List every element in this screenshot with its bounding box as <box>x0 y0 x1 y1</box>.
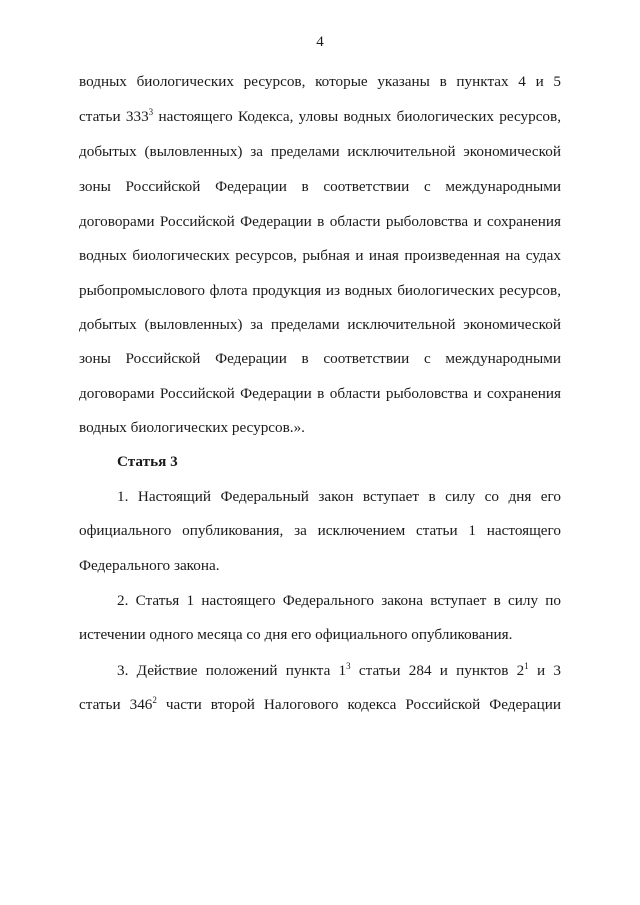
document-line: водных биологических ресурсов, рыбная и иная произведенная на судах <box>79 247 561 264</box>
document-line: рыбопромыслового флота продукция из водных биологических ресурсов, <box>79 282 561 299</box>
document-line: договорами Российской Федерации в области рыболовства и сохранения <box>79 213 561 230</box>
document-line: истечении одного месяца со дня его официального опубликования. <box>79 626 513 643</box>
document-line: водных биологических ресурсов.». <box>79 419 305 436</box>
document-line: статьи $333^3$ настоящего Кодекса, уловы водных биологических ресурсов, <box>79 107 561 125</box>
document-line: добытых (выловленных) за пределами исключительной экономической <box>79 316 561 333</box>
document-line: 1. Настоящий Федеральный закон вступает в силу со дня его <box>117 488 561 505</box>
document-line: зоны Российской Федерации в соответствии с международными <box>79 178 561 195</box>
document-line: добытых (выловленных) за пределами исключительной экономической <box>79 143 561 160</box>
document-line: зоны Российской Федерации в соответствии с международными <box>79 350 561 367</box>
document-line: официального опубликования, за исключением статьи 1 настоящего <box>79 522 561 539</box>
document-line: статьи $346^2$ части второй Налогового кодекса Российской Федерации <box>79 695 561 713</box>
page-number: 4 <box>316 34 324 50</box>
superscript: 1 <box>524 661 529 671</box>
document-line: водных биологических ресурсов, которые указаны в пунктах 4 и 5 <box>79 73 561 90</box>
document-line: 3. Действие положений пункта $1^3$ статьи 284 и пунктов $2^1$ и 3 <box>117 661 561 679</box>
document-line: 2. Статья 1 настоящего Федерального закона вступает в силу по <box>117 592 561 609</box>
superscript: 3 <box>148 107 154 117</box>
superscript: 2 <box>152 695 157 705</box>
article-heading: Статья 3 <box>117 453 178 470</box>
document-line: договорами Российской Федерации в области рыболовства и сохранения <box>79 385 561 402</box>
superscript: 3 <box>346 661 351 671</box>
document-line: Федерального закона. <box>79 557 220 574</box>
